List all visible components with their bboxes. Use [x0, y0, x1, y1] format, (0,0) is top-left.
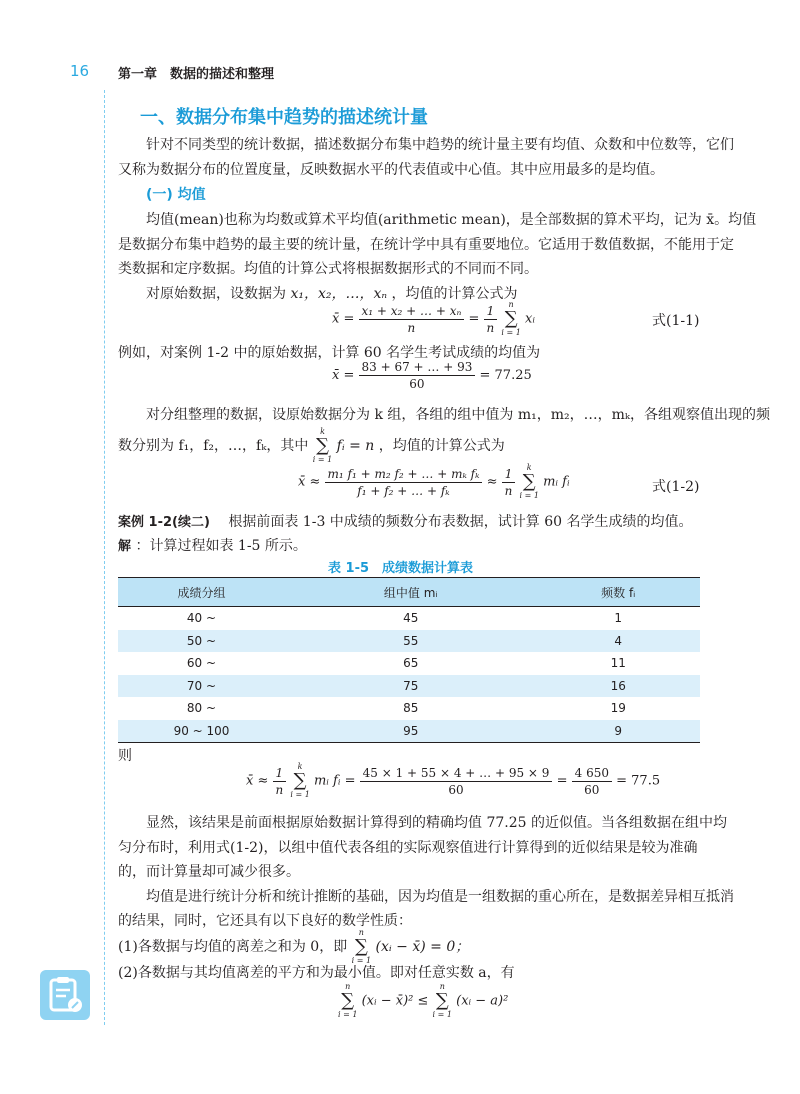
basis-line-2: 的结果，同时，它还具有以下良好的数学性质：: [118, 913, 412, 929]
table-cell-group: 90 ~ 100: [118, 720, 285, 743]
raw-data-vars: x₁，x₂，…，xₙ: [290, 286, 388, 302]
formula1-sum-top: n: [508, 300, 514, 309]
formula1-sum: [501, 300, 520, 338]
prop2-sum-left-sign: ∑: [341, 990, 355, 1011]
table-cell-frequency: 1: [536, 607, 700, 630]
table-cell-group: 80 ~: [118, 697, 285, 720]
formula3-one: 1: [273, 766, 287, 782]
table-row: [118, 720, 700, 743]
formula3-sum-top: k: [297, 762, 303, 771]
example1-fraction: [359, 360, 476, 391]
mean-def-line-2: 是数据分布集中趋势的最主要的统计量，在统计学中具有重要地位。它适用于数值数据，不能用于定: [118, 237, 734, 253]
equation-number-1-2: 式(1-2): [652, 479, 700, 495]
prop1-sum-bottom: i = 1: [351, 956, 372, 965]
table-row: [118, 630, 700, 653]
formula1-sum-bottom: i = 1: [501, 328, 521, 337]
case-label: 案例 1-2(续二): [118, 515, 210, 530]
prop1-text: (1)各数据与均值的离差之和为 0，即: [118, 939, 348, 955]
table-header-row: [118, 578, 700, 607]
example1-numerator: 83 + 67 + … + 93: [359, 360, 476, 376]
grouped-prefix: 数分别为 f₁，f₂，…，fₖ，其中: [118, 438, 309, 454]
grouped-sum-bottom: i = 1: [312, 455, 333, 464]
formula3-lhs: x̄ ≈: [246, 773, 269, 789]
formula3-n: n: [275, 782, 284, 797]
table-row: [118, 697, 700, 720]
property-2-text: (2)各数据与其均值离差的平方和为最小值。即对任意实数 a，有: [118, 965, 515, 981]
raw-data-prefix: 对原始数据，设数据为: [146, 286, 286, 302]
formula3-numerator-2: 4 650: [572, 766, 612, 782]
solution-label: 解: [118, 539, 132, 554]
formula1-term: xᵢ: [524, 311, 535, 327]
grouped-line-2: [118, 427, 505, 465]
property-1: [118, 928, 469, 966]
formula1-one: 1: [484, 304, 498, 320]
grouped-sum: [313, 427, 332, 465]
chapter-title: 第一章 数据的描述和整理: [118, 67, 275, 82]
formula1-denominator: n: [407, 320, 416, 335]
formula1-eq: =: [468, 311, 480, 327]
table-row: [118, 675, 700, 698]
formula2-term: mᵢ fᵢ: [543, 474, 570, 490]
formula1-numerator: x₁ + x₂ + … + xₙ: [359, 304, 465, 320]
table-cell-midpoint: 65: [285, 652, 536, 675]
intro-line-1: 针对不同类型的统计数据，描述数据分布集中趋势的统计量主要有均值、众数和中位数等，它们: [146, 137, 734, 153]
equation-number-1-1: 式(1-1): [652, 313, 700, 329]
prop2-sum-right-top: n: [439, 982, 445, 991]
margin-divider: [104, 90, 105, 1025]
prop2-left: (xᵢ − x̄)² ≤: [361, 993, 429, 1009]
example1-text: 例如，对案例 1-2 中的原始数据，计算 60 名学生考试成绩的均值为: [118, 345, 541, 361]
formula2-denominator: f₁ + f₂ + … + fₖ: [357, 483, 450, 498]
grouped-line-1: 对分组整理的数据，设原始数据分为 k 组，各组的组中值为 m₁，m₂，…，mₖ，各组观察值出现的频: [146, 407, 770, 423]
solution-line: [118, 535, 307, 555]
formula2-numerator: m₁ f₁ + m₂ f₂ + … + mₖ fₖ: [325, 467, 483, 483]
formula3-denominator-1: 60: [448, 782, 464, 797]
obvious-line-2: 匀分布时，利用式(1-2)，以组中值代表各组的实际观察值进行计算得到的近似结果是较为准确: [118, 840, 698, 856]
formula3-numerator-1: 45 × 1 + 55 × 4 + … + 95 × 9: [360, 766, 553, 782]
obvious-line-3: 的，而计算量却可减少很多。: [118, 864, 300, 880]
table-cell-frequency: 4: [536, 630, 700, 653]
prop2-right: (xᵢ − a)²: [456, 993, 509, 1009]
grouped-sum-top: k: [320, 427, 325, 436]
formula-property-2: [338, 982, 508, 1020]
mean-def-line-3: 类数据和定序数据。均值的计算公式将根据数据形式的不同而不同。: [118, 261, 538, 277]
table-row: [118, 652, 700, 675]
table-cell-midpoint: 85: [285, 697, 536, 720]
prop2-sum-left: [338, 982, 357, 1020]
score-table: [118, 577, 700, 743]
formula2-sum-top: k: [526, 463, 532, 472]
formula3-fraction-2: [572, 766, 612, 797]
prop2-sum-right-sign: ∑: [435, 990, 449, 1011]
table-cell-midpoint: 75: [285, 675, 536, 698]
table-title: 表 1-5 成绩数据计算表: [328, 561, 474, 576]
mean-def-line-1: 均值(mean)也称为均数或算术平均值(arithmetic mean)，是全部数据的算术平均，记为 x̄。均值: [146, 212, 757, 228]
table-cell-frequency: 9: [536, 720, 700, 743]
prop2-sum-right: [433, 982, 452, 1020]
formula-computation: [246, 762, 660, 800]
basis-line-1: 均值是进行统计分析和统计推断的基础，因为均值是一组数据的重心所在，是数据差异相互抵消: [146, 889, 734, 905]
table-row: [118, 607, 700, 630]
intro-line-2: 又称为数据分布的位置度量，反映数据水平的代表值或中心值。其中应用最多的是均值。: [118, 162, 664, 178]
prop2-sum-right-bottom: i = 1: [432, 1010, 452, 1019]
table-cell-midpoint: 55: [285, 630, 536, 653]
formula-example1: [332, 360, 532, 391]
formula1-lhs: x̄ =: [332, 311, 355, 327]
formula3-eq: =: [556, 773, 568, 789]
formula-1-1: [332, 300, 535, 338]
table-cell-group: 60 ~: [118, 652, 285, 675]
example1-denominator: 60: [409, 377, 425, 391]
formula3-result: = 77.5: [616, 773, 661, 789]
formula2-sum-sign: ∑: [522, 471, 536, 492]
table-header-midpoint: 组中值 mᵢ: [285, 578, 536, 607]
prop2-sum-left-top: n: [345, 982, 351, 991]
formula2-approx: ≈: [486, 474, 498, 490]
formula2-fraction: [325, 467, 483, 498]
formula3-denominator-2: 60: [584, 782, 600, 797]
formula3-sum-bottom: i = 1: [290, 790, 310, 799]
prop1-sum-top: n: [358, 928, 364, 937]
formula1-fraction: [359, 304, 465, 335]
section-title: 一、数据分布集中趋势的描述统计量: [140, 107, 428, 128]
table-cell-frequency: 16: [536, 675, 700, 698]
formula1-sum-sign: ∑: [504, 308, 518, 329]
clipboard-edit-icon: [40, 970, 90, 1020]
formula3-sum: [290, 762, 309, 800]
table-cell-group: 40 ~: [118, 607, 285, 630]
formula2-n: n: [504, 483, 513, 498]
table-cell-midpoint: 45: [285, 607, 536, 630]
formula3-term: mᵢ fᵢ =: [313, 773, 356, 789]
table-cell-group: 50 ~: [118, 630, 285, 653]
formula3-fraction-1: [360, 766, 553, 797]
prop1-term: (xᵢ − x̄) = 0；: [375, 939, 470, 955]
formula2-sum-bottom: i = 1: [519, 491, 539, 500]
table-cell-group: 70 ~: [118, 675, 285, 698]
table-header-frequency: 频数 fᵢ: [536, 578, 700, 607]
table-cell-frequency: 11: [536, 652, 700, 675]
formula2-one-over-n: [502, 467, 516, 498]
prop1-sum-sign: ∑: [354, 936, 368, 957]
example1-lhs: x̄ =: [332, 368, 355, 383]
formula2-one: 1: [502, 467, 516, 483]
formula-1-2: [298, 463, 570, 501]
table-cell-frequency: 19: [536, 697, 700, 720]
case-statement: [118, 511, 693, 531]
page-number: 16: [70, 62, 90, 80]
table-header-group: 成绩分组: [118, 578, 285, 607]
formula1-n: n: [486, 320, 495, 335]
formula3-one-over-n: [273, 766, 287, 797]
then-text: 则: [118, 748, 132, 764]
formula1-one-over-n: [484, 304, 498, 335]
prop2-sum-left-bottom: i = 1: [338, 1010, 358, 1019]
raw-data-suffix: ，均值的计算公式为: [391, 286, 518, 302]
formula2-lhs: x̄ ≈: [298, 474, 321, 490]
formula3-sum-sign: ∑: [293, 770, 307, 791]
subsection-title: (一) 均值: [146, 187, 206, 203]
grouped-term: fᵢ = n: [336, 438, 375, 454]
grouped-suffix: ，均值的计算公式为: [378, 438, 505, 454]
formula2-sum: [520, 463, 539, 501]
obvious-line-1: 显然，该结果是前面根据原始数据计算得到的精确均值 77.25 的近似值。当各组数据在组中均: [146, 815, 727, 831]
grouped-sum-sign: ∑: [316, 435, 329, 456]
table-cell-midpoint: 95: [285, 720, 536, 743]
example1-result: = 77.25: [479, 368, 532, 383]
solution-text: ：计算过程如表 1-5 所示。: [135, 538, 307, 554]
prop1-sum: [352, 928, 371, 966]
case-text: 根据前面表 1-3 中成绩的频数分布表数据，试计算 60 名学生成绩的均值。: [214, 514, 693, 530]
